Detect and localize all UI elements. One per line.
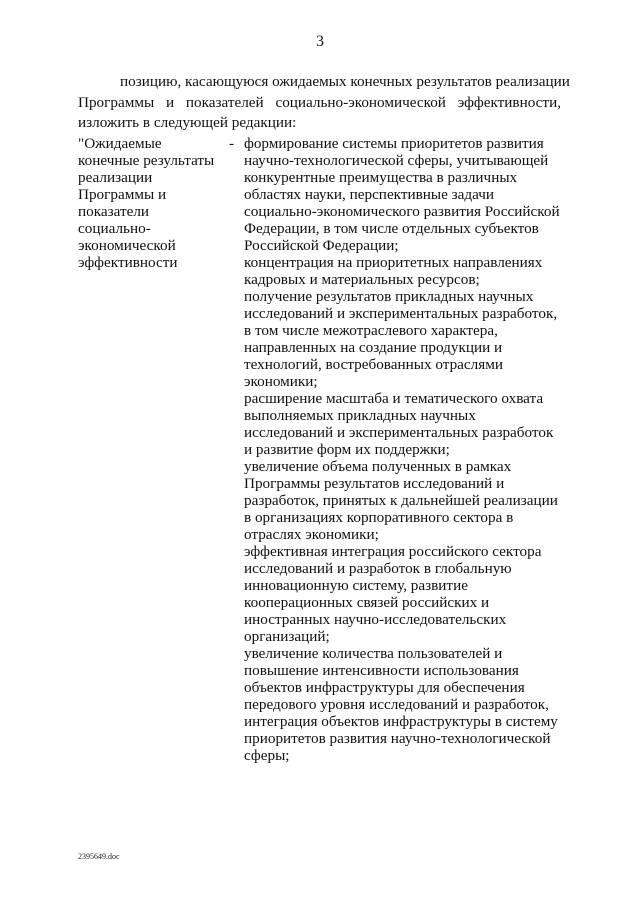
results-line: исследований и экспериментальных разработок bbox=[244, 424, 554, 441]
results-line: Федерации, в том числе отдельных субъектов bbox=[244, 220, 539, 237]
results-line: кадровых и материальных ресурсов; bbox=[244, 271, 480, 288]
results-line: увеличение количества пользователей и bbox=[244, 645, 503, 662]
results-line: экономики; bbox=[244, 373, 318, 390]
results-list bbox=[244, 135, 564, 764]
intro-line: изложить в следующей редакции: bbox=[78, 114, 297, 131]
results-line: выполняемых прикладных научных bbox=[244, 407, 476, 424]
results-line: иностранных научно-исследовательских bbox=[244, 611, 507, 628]
results-line: конкурентные преимущества в различных bbox=[244, 169, 518, 186]
results-line: эффективная интеграция российского сектора bbox=[244, 543, 542, 560]
results-line: интеграция объектов инфраструктуры в систему bbox=[244, 713, 558, 730]
results-line: и развитие форм их поддержки; bbox=[244, 441, 450, 458]
results-line: концентрация на приоритетных направлениях bbox=[244, 254, 543, 271]
results-line: направленных на создание продукции и bbox=[244, 339, 503, 356]
results-line: приоритетов развития научно-технологической bbox=[244, 730, 551, 747]
results-line: научно-технологической сферы, учитывающей bbox=[244, 152, 549, 169]
results-line: объектов инфраструктуры для обеспечения bbox=[244, 679, 525, 696]
separator-dash: - bbox=[229, 135, 235, 152]
results-line: повышение интенсивности использования bbox=[244, 662, 519, 679]
results-line: передового уровня исследований и разработок, bbox=[244, 696, 549, 713]
page-number: 3 bbox=[316, 33, 324, 50]
results-line: областях науки, перспективные задачи bbox=[244, 186, 495, 203]
position-title-line: реализации bbox=[78, 169, 153, 186]
intro-line: позицию, касающуюся ожидаемых конечных результатов реализации bbox=[120, 73, 570, 90]
results-line: Программы результатов исследований и bbox=[244, 475, 505, 492]
position-title bbox=[78, 135, 228, 271]
results-line: в организациях корпоративного сектора в bbox=[244, 509, 514, 526]
results-line: получение результатов прикладных научных bbox=[244, 288, 534, 305]
results-line: отраслях экономики; bbox=[244, 526, 379, 543]
results-line: исследований и разработок в глобальную bbox=[244, 560, 512, 577]
results-line: формирование системы приоритетов развития bbox=[244, 135, 544, 152]
results-line: технологий, востребованных отраслями bbox=[244, 356, 503, 373]
intro-paragraph bbox=[78, 72, 570, 134]
position-title-line: показатели bbox=[78, 203, 150, 220]
results-line: инновационную систему, развитие bbox=[244, 577, 468, 594]
results-line: исследований и экспериментальных разработок, bbox=[244, 305, 558, 322]
results-line: расширение масштаба и тематического охвата bbox=[244, 390, 544, 407]
results-line: в том числе межотраслевого характера, bbox=[244, 322, 498, 339]
position-title-line: социально- bbox=[78, 220, 151, 237]
intro-line: Программы и показателей социально-экономической эффективности, bbox=[78, 93, 561, 111]
results-line: кооперационных связей российских и bbox=[244, 594, 490, 611]
results-line: социально-экономического развития Российской bbox=[244, 203, 560, 220]
position-title-line: экономической bbox=[78, 237, 176, 254]
position-title-line: конечные результаты bbox=[78, 152, 215, 169]
results-line: Российской Федерации; bbox=[244, 237, 399, 254]
position-title-line: Программы и bbox=[78, 186, 167, 203]
results-line: разработок, принятых к дальнейшей реализации bbox=[244, 492, 558, 509]
position-title-line: "Ожидаемые bbox=[78, 135, 162, 152]
position-title-line: эффективности bbox=[78, 254, 178, 271]
results-line: организаций; bbox=[244, 628, 330, 645]
document-filename: 2395649.doc bbox=[78, 852, 120, 861]
results-line: увеличение объема полученных в рамках bbox=[244, 458, 512, 475]
results-line: сферы; bbox=[244, 747, 290, 764]
